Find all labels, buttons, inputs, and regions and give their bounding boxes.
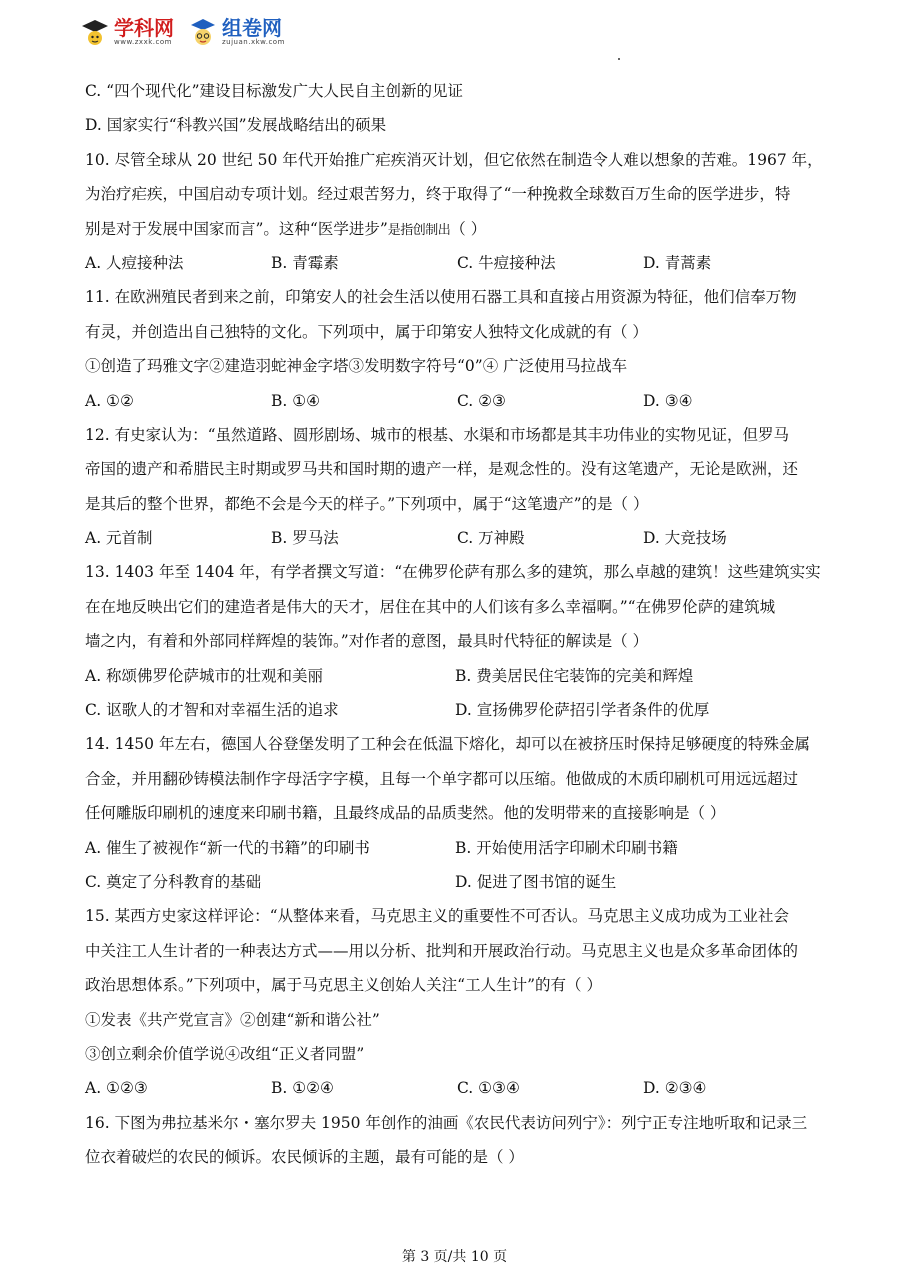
q10-option-a: A. 人痘接种法: [85, 253, 184, 272]
q9-option-d: D. 国家实行“科教兴国”发展战略结出的硕果: [85, 116, 387, 135]
q10-options: [85, 246, 830, 280]
page-footer: 第 3 页/共 10 页: [401, 1249, 508, 1265]
xuekewang-logo: [80, 17, 174, 47]
q9-option-c: C. “四个现代化”建设目标激发广大人民自主创新的见证: [85, 82, 464, 100]
q14-option-c: C. 奠定了分科教育的基础: [85, 872, 262, 891]
q10-option-b: B. 青霉素: [271, 253, 339, 272]
q11-options: [85, 384, 830, 418]
q11-option-b: B. ①④: [271, 391, 321, 410]
q10-option-d: D. 青蒿素: [643, 253, 712, 272]
q15-items-line1: ①发表《共产党宣言》②创建“新和谐公社”: [85, 1010, 380, 1029]
q14-option-d: D. 促进了图书馆的诞生: [455, 872, 617, 891]
logo1-url: www.zxxk.com: [114, 38, 172, 46]
q14-option-b: B. 开始使用活字印刷术印刷书籍: [455, 838, 678, 857]
q11-items: ①创造了玛雅文字②建造羽蛇神金字塔③发明数字符号“0”④ 广泛使用马拉战车: [85, 357, 628, 376]
q11-stem-line1: 11. 在欧洲殖民者到来之前，印第安人的社会生活以使用石器工具和直接占用资源为特征，他们信奉万物: [85, 288, 797, 307]
q10-stem-line2: 为治疗疟疾，中国启动专项计划。经过艰苦努力，终于取得了“一种挽救全球数百万生命的医学进步，特: [85, 185, 791, 204]
q13-stem-line2: 在在地反映出它们的建造者是伟大的天才，居住在其中的人们该有多么幸福啊。”“在佛罗伦萨的建筑城: [85, 597, 776, 616]
logo1-name: 学科网: [114, 16, 174, 40]
graduate-cap-icon: [80, 17, 110, 47]
document-body: [85, 74, 830, 1175]
q15-option-c: C. ①③④: [457, 1079, 520, 1098]
q15-option-d: D. ②③④: [643, 1079, 707, 1098]
q13-option-b: B. 费美居民住宅装饰的完美和辉煌: [455, 666, 694, 685]
q11-option-a: A. ①②: [85, 391, 134, 410]
q10-stem-bracket: （ ）: [450, 219, 487, 238]
zujuanwang-logo: [188, 17, 285, 47]
q13-options-row1: [85, 659, 830, 693]
q13-stem-line1: 13. 1403 年至 1404 年，有学者撰文写道：“在佛罗伦萨有那么多的建筑，那么卓越的建筑！这些建筑实实: [85, 563, 821, 582]
q15-stem-line3: 政治思想体系。”下列项中，属于马克思主义创始人关注“工人生计”的有（ ）: [85, 976, 602, 995]
q12-option-c: C. 万神殿: [457, 529, 525, 548]
q16-stem-line1: 16. 下图为弗拉基米尔・塞尔罗夫 1950 年创作的油画《农民代表访问列宁》：列宁正专注地听取和记录三: [85, 1113, 808, 1132]
q14-option-a: A. 催生了被视作“新一代的书籍”的印刷书: [85, 838, 370, 857]
q15-items-line2: ③创立剩余价值学说④改组“正义者同盟”: [85, 1044, 365, 1063]
q14-options-row1: [85, 831, 830, 865]
header-logos: [80, 12, 285, 52]
q15-option-b: B. ①②④: [271, 1079, 334, 1098]
q11-option-c: C. ②③: [457, 391, 506, 410]
scan-speck: [618, 58, 620, 60]
q10-stem-line3: [85, 212, 830, 246]
q15-option-a: A. ①②③: [85, 1079, 148, 1098]
q14-stem-line2: 合金，并用翻砂铸模法制作字母活字字模，且每一个单字都可以压缩。他做成的木质印刷机可用远远超过: [85, 769, 799, 788]
q15-options: [85, 1071, 830, 1105]
q13-option-d: D. 宣扬佛罗伦萨招引学者条件的优厚: [455, 701, 710, 720]
q14-stem-line3: 任何雕版印刷机的速度来印刷书籍，且最终成品的品质斐然。他的发明带来的直接影响是（ ）: [85, 804, 726, 823]
student-face-icon: [188, 17, 218, 47]
q12-option-a: A. 元首制: [85, 529, 153, 548]
q10-option-c: C. 牛痘接种法: [457, 253, 556, 272]
q13-option-c: C. 讴歌人的才智和对幸福生活的追求: [85, 701, 339, 720]
q12-stem-line3: 是其后的整个世界，都绝不会是今天的样子。”下列项中，属于“这笔遗产”的是（ ）: [85, 494, 649, 513]
logo2-url: zujuan.xkw.com: [222, 38, 285, 46]
q11-option-d: D. ③④: [643, 391, 693, 410]
q10-stem-hint: 是指创制出: [387, 222, 451, 238]
q13-stem-line3: 墙之内，有着和外部同样辉煌的装饰。”对作者的意图，最具时代特征的解读是（ ）: [85, 632, 649, 651]
q10-stem-line1: 10. 尽管全球从 20 世纪 50 年代开始推广疟疾消灭计划，但它依然在制造令人难以想象的苦难。1967 年，: [85, 150, 823, 169]
q10-stem-text: 别是对于发展中国家而言”。这种“医学进步”: [85, 219, 388, 238]
q14-options-row2: [85, 865, 830, 899]
logo2-name: 组卷网: [222, 16, 282, 40]
q12-option-d: D. 大竞技场: [643, 529, 727, 548]
q12-stem-line1: 12. 有史家认为：“虽然道路、圆形剧场、城市的根基、水渠和市场都是其丰功伟业的实物见证，但罗马: [85, 425, 790, 444]
q15-stem-line1: 15. 某西方史家这样评论：“从整体来看，马克思主义的重要性不可否认。马克思主义成功成为工业社会: [85, 907, 790, 926]
q15-stem-line2: 中关注工人生计者的一种表达方式——用以分析、批判和开展政治行动。马克思主义也是众多革命团体的: [85, 941, 799, 960]
q14-stem-line1: 14. 1450 年左右，德国人谷登堡发明了工种会在低温下熔化，却可以在被挤压时保持足够硬度的特殊金属: [85, 735, 810, 754]
q13-options-row2: [85, 693, 830, 727]
q12-option-b: B. 罗马法: [271, 529, 339, 548]
q11-stem-line2: 有灵，并创造出自己独特的文化。下列项中，属于印第安人独特文化成就的有（ ）: [85, 322, 648, 341]
q12-stem-line2: 帝国的遗产和希腊民主时期或罗马共和国时期的遗产一样，是观念性的。没有这笔遗产，无论是欧洲，还: [85, 460, 799, 479]
q13-option-a: A. 称颂佛罗伦萨城市的壮观和美丽: [85, 666, 324, 685]
q16-stem-line2: 位衣着破烂的农民的倾诉。农民倾诉的主题，最有可能的是（ ）: [85, 1148, 524, 1167]
q12-options: [85, 521, 830, 555]
